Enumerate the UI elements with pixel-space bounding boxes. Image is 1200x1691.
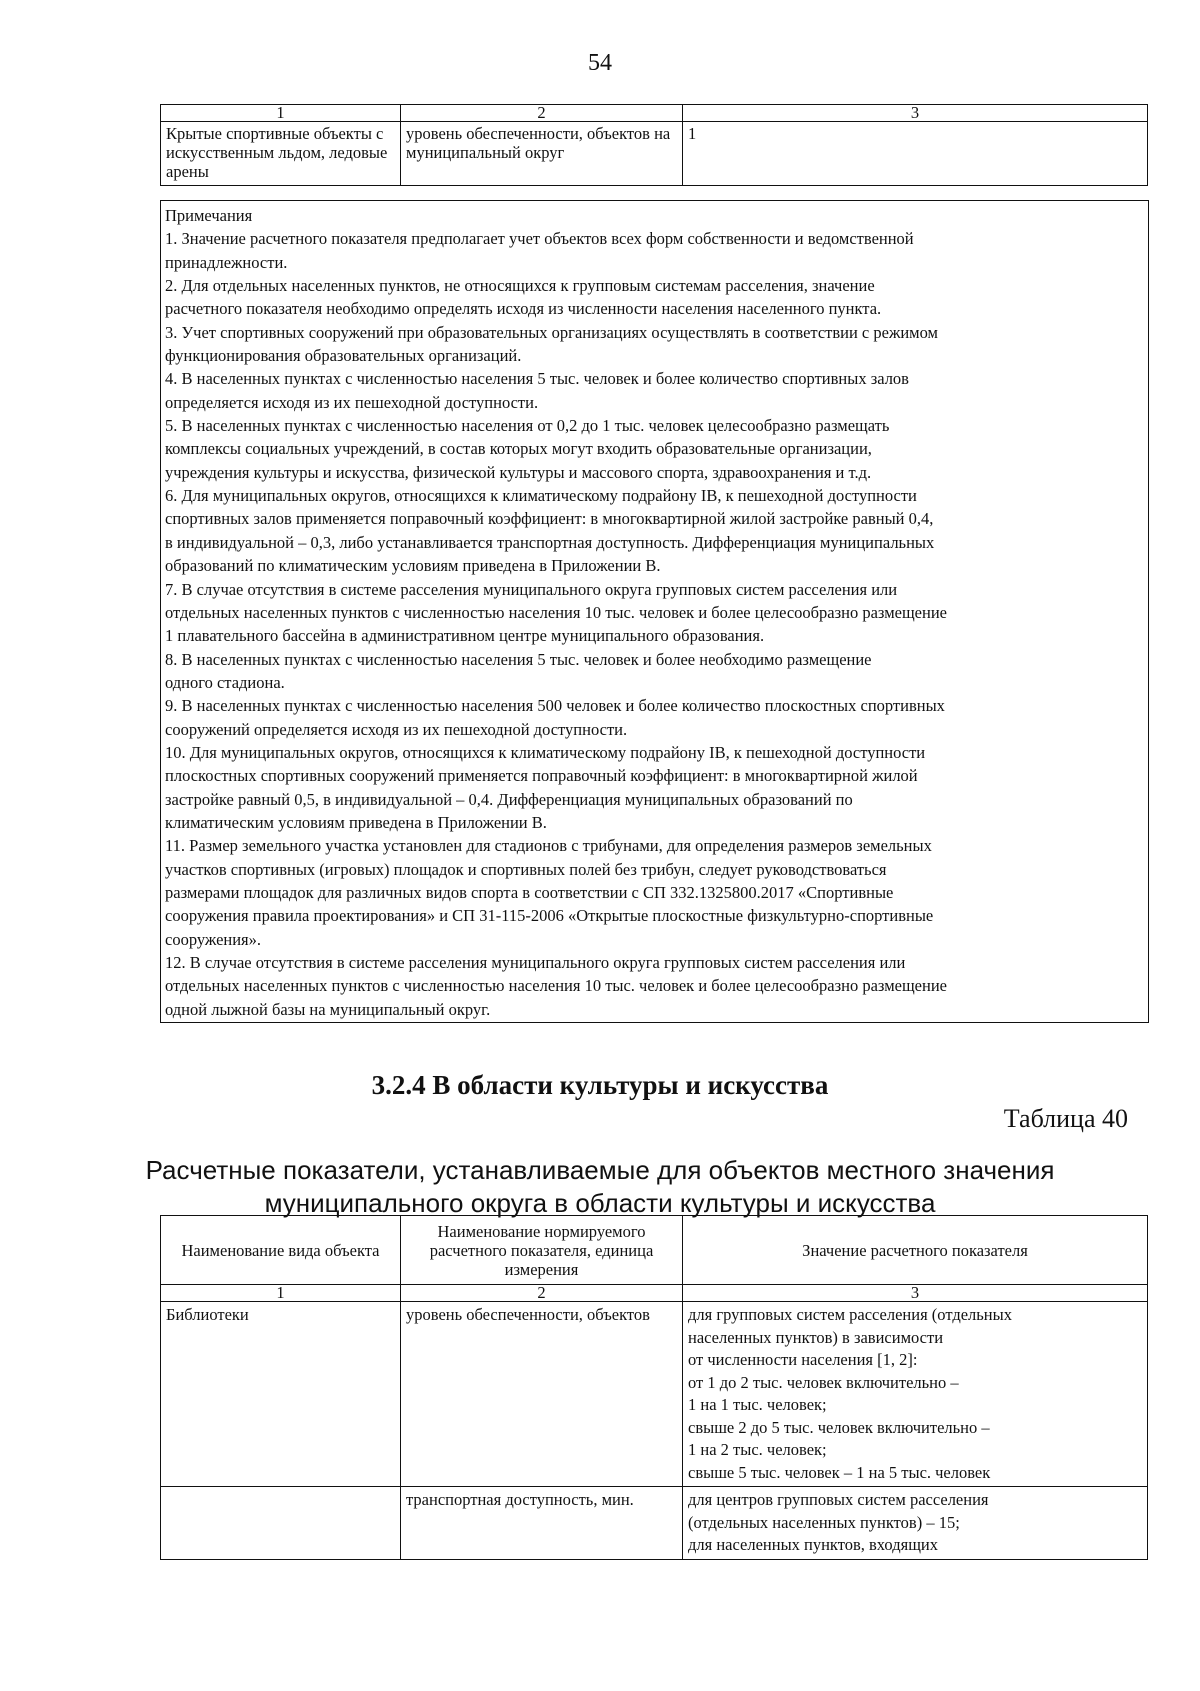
header-value: Значение расчетного показателя	[683, 1216, 1148, 1285]
value-cell	[683, 1302, 1148, 1487]
value-line: для групповых систем расселения (отдельных	[688, 1305, 1012, 1324]
column-number: 1	[161, 105, 401, 122]
note-line: учреждения культуры и искусства, физической культуры и массового спорта, здравоохранения и т.д.	[165, 462, 872, 482]
notes-box	[160, 200, 1149, 1023]
sports-objects-table-continuation	[160, 104, 1148, 186]
value-line: для центров групповых систем расселения	[688, 1490, 989, 1509]
note-line: образований по климатическим условиям приведена в Приложении В.	[165, 556, 661, 576]
note-line: функционирования образовательных организаций.	[165, 346, 522, 366]
note-line: размерами площадок для различных видов спорта в соответствии с СП 332.1325800.2017 «Спортивные	[165, 882, 894, 902]
column-number: 3	[683, 1285, 1148, 1302]
note-line: определяется исходя из их пешеходной доступности.	[165, 392, 539, 412]
column-number: 2	[401, 105, 683, 122]
indicator-cell: транспортная доступность, мин.	[401, 1487, 683, 1560]
note-line: 6. Для муниципальных округов, относящихся к климатическому подрайону IB, к пешеходной доступности	[165, 486, 917, 506]
note-line: 7. В случае отсутствия в системе расселения муниципального округа групповых систем расселения или	[165, 579, 898, 599]
note-line: 3. Учет спортивных сооружений при образовательных организациях осуществлять в соответствии с режимом	[165, 322, 938, 342]
value-cell: 1	[683, 122, 1148, 186]
note-line: застройке равный 0,5, в индивидуальной – 0,4. Дифференциация муниципальных образований по	[165, 789, 853, 809]
note-line: расчетного показателя необходимо определять исходя из численности населения населенного пункта.	[165, 299, 882, 319]
note-line: 1. Значение расчетного показателя предполагает учет объектов всех форм собственности и ведомственной	[165, 229, 914, 249]
note-line: одного стадиона.	[165, 672, 285, 692]
value-line: 1 на 2 тыс. человек;	[688, 1440, 827, 1459]
table-caption-line: Расчетные показатели, устанавливаемые для объектов местного значения	[145, 1155, 1055, 1185]
note-line: комплексы социальных учреждений, в состав которых могут входить образовательные организации,	[165, 439, 872, 459]
value-line: свыше 2 до 5 тыс. человек включительно –	[688, 1417, 990, 1437]
table-row	[161, 1302, 1148, 1487]
note-line: сооружений определяется исходя из их пешеходной доступности.	[165, 719, 628, 739]
note-line: плоскостных спортивных сооружений применяется поправочный коэффициент: в многоквартирной жилой	[165, 766, 918, 786]
value-line: свыше 5 тыс. человек – 1 на 5 тыс. человек	[688, 1462, 991, 1482]
object-name-cell	[161, 1487, 401, 1560]
culture-indicators-table	[160, 1215, 1148, 1560]
note-line: 12. В случае отсутствия в системе расселения муниципального округа групповых систем расселения или	[165, 953, 906, 972]
note-line: в индивидуальной – 0,3, либо устанавливается транспортная доступность. Дифференциация муниципальных	[165, 532, 935, 552]
note-line: 1 плавательного бассейна в административном центре муниципального образования.	[165, 626, 765, 646]
column-number-row	[161, 105, 1148, 122]
table-row	[161, 1487, 1148, 1560]
note-line: принадлежности.	[165, 252, 288, 272]
note-line: одной лыжной базы на муниципальный округ.	[165, 999, 491, 1019]
notes-title: Примечания	[165, 206, 253, 225]
value-line: от численности населения [1, 2]:	[688, 1350, 918, 1369]
note-line: 2. Для отдельных населенных пунктов, не относящихся к групповым системам расселения, значение	[165, 276, 875, 296]
table-caption	[0, 1154, 1200, 1220]
table-label: Таблица 40	[1003, 1104, 1128, 1133]
value-line: населенных пунктов) в зависимости	[688, 1327, 944, 1347]
note-line: сооружения».	[165, 929, 262, 949]
object-name-cell: Библиотеки	[161, 1302, 401, 1487]
value-line: для населенных пунктов, входящих	[688, 1535, 938, 1554]
column-number-row	[161, 1285, 1148, 1302]
value-line: от 1 до 2 тыс. человек включительно –	[688, 1372, 959, 1392]
indicator-cell: уровень обеспеченности, объектов	[401, 1302, 683, 1487]
note-line: сооружения правила проектирования» и СП 31-115-2006 «Открытые плоскостные физкультурно-спортивные	[165, 906, 934, 926]
notes-list	[165, 227, 1144, 1021]
note-line: 9. В населенных пунктах с численностью населения 500 человек и более количество плоскостных спортивных	[165, 696, 945, 716]
note-line: отдельных населенных пунктов с численностью населения 10 тыс. человек и более целесообразно размещение	[165, 602, 947, 622]
value-cell	[683, 1487, 1148, 1560]
note-line: участков спортивных (игровых) площадок и спортивных полей без трибун, следует руководствоваться	[165, 859, 887, 879]
note-line: спортивных залов применяется поправочный коэффициент: в многоквартирной жилой застройке равный 0,4,	[165, 509, 934, 529]
value-line: (отдельных населенных пунктов) – 15;	[688, 1512, 960, 1532]
object-name-cell: Крытые спортивные объекты с искусственным льдом, ледовые арены	[161, 122, 401, 186]
note-line: 11. Размер земельного участка установлен для стадионов с трибунами, для определения размеров земельных	[165, 836, 932, 856]
table-row	[161, 122, 1148, 186]
header-indicator: Наименование нормируемого расчетного показателя, единица измерения	[401, 1216, 683, 1285]
column-number: 3	[683, 105, 1148, 122]
note-line: 5. В населенных пунктах с численностью населения от 0,2 до 1 тыс. человек целесообразно размещать	[165, 416, 890, 436]
section-heading: 3.2.4 В области культуры и искусства	[371, 1070, 829, 1100]
note-line: 10. Для муниципальных округов, относящихся к климатическому подрайону IB, к пешеходной доступности	[165, 742, 926, 762]
table-header-row	[161, 1216, 1148, 1285]
column-number: 1	[161, 1285, 401, 1302]
note-line: 4. В населенных пунктах с численностью населения 5 тыс. человек и более количество спортивных залов	[165, 369, 909, 389]
indicator-cell: уровень обеспеченности, объектов на муниципальный округ	[401, 122, 683, 186]
note-line: отдельных населенных пунктов с численностью населения 10 тыс. человек и более целесообразно размещение	[165, 976, 947, 996]
header-object-name: Наименование вида объекта	[161, 1216, 401, 1285]
table-caption-line: муниципального округа в области культуры и искусства	[264, 1188, 936, 1218]
note-line: климатическим условиям приведена в Приложении В.	[165, 812, 547, 832]
column-number: 2	[401, 1285, 683, 1302]
note-line: 8. В населенных пунктах с численностью населения 5 тыс. человек и более необходимо размещение	[165, 649, 872, 669]
value-line: 1 на 1 тыс. человек;	[688, 1395, 827, 1414]
page-number: 54	[588, 50, 612, 76]
